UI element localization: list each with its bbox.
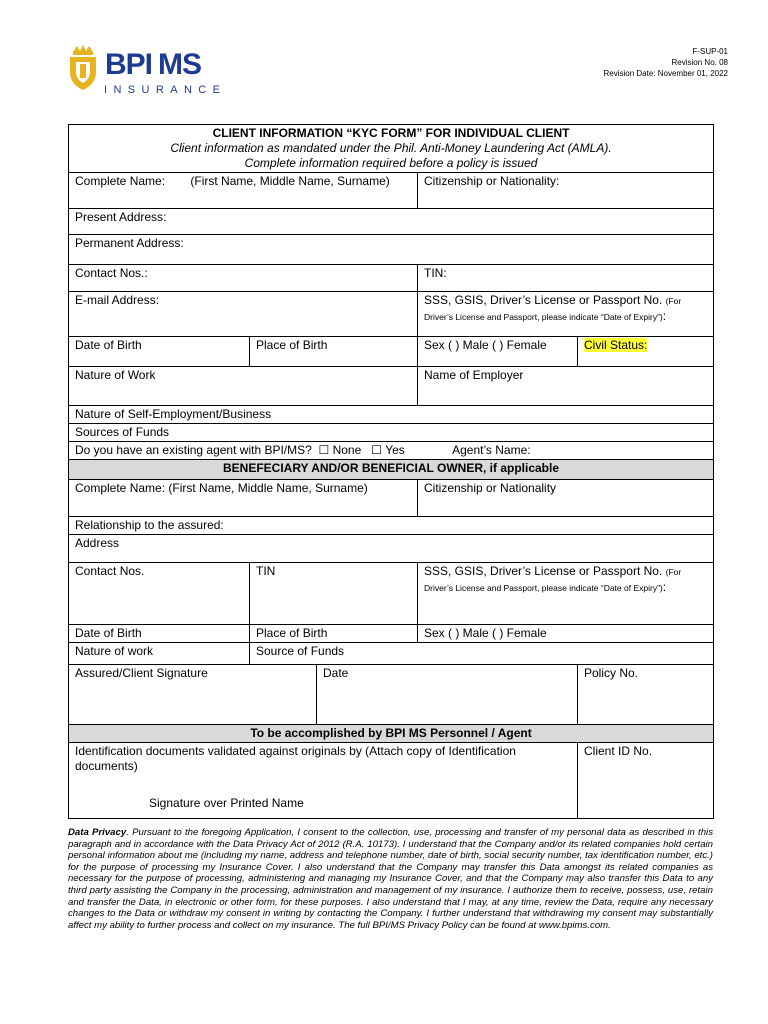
tin-label: TIN: (424, 266, 447, 280)
beneficiary-section-header: BENEFECIARY AND/OR BENEFICIAL OWNER, if applicable (69, 460, 714, 480)
assured-signature-field[interactable] (69, 665, 317, 725)
document-meta (603, 46, 728, 79)
brand-subtitle: INSURANCE (104, 84, 227, 96)
beneficiary-nature-of-work-field[interactable] (69, 643, 250, 665)
date-of-birth-label: Date of Birth (75, 338, 142, 352)
id-validation-field[interactable] (69, 743, 578, 819)
signature-printed-name-label: Signature over Printed Name (149, 796, 304, 810)
signature-date-field[interactable] (317, 665, 578, 725)
beneficiary-contact-label: Contact Nos. (75, 564, 145, 578)
existing-agent-question: Do you have an existing agent with BPI/MS? (75, 443, 312, 457)
beneficiary-pob-field[interactable] (250, 625, 418, 643)
signature-date-label: Date (323, 666, 349, 680)
client-id-field[interactable] (578, 743, 714, 819)
nature-of-work-label: Nature of Work (75, 368, 156, 382)
revision-date: Revision Date: November 01, 2022 (603, 69, 728, 78)
place-of-birth-field[interactable] (250, 337, 418, 367)
data-privacy-text: . Pursuant to the foregoing Application, I consent to the collection, use, processing and transfer of my personal data as described in this paragraph and in accordance with the Data Privacy Act of 2012 (R.A. 10173). I understand that the Company and/or its related companies hold certain personal information about me (including my name, address and telephone number, date of birth, social security number, tax identification number, etc.) for the purpose of processing my Insurance Cover. I also understand that the Company may transfer this Data amongst its related companies as necessary for the purpose of processing, administering and managing my Insurance Cover, and that the Company may also transfer this Data to any third party assisting the Company in the processing, administration and management of my insurance. I authorize them to receive, possess, use, retain and transfer the Data, in electronic or other form, for these purposes. I also understand that I may, at any time, review the Data, require any necessary changes to the Data or withdraw my consent in writing by contacting the Company. I further understand that withdrawing my consent may substantially affect my ability to further process and collect on my insurance. The full BPI/MS Privacy Policy can be found at www.bpims.com. (68, 827, 713, 931)
beneficiary-name-field[interactable] (69, 480, 418, 517)
citizenship-label: Citizenship or Nationality: (424, 174, 560, 188)
company-logo (66, 44, 236, 100)
present-address-field[interactable] (69, 209, 714, 235)
self-employment-label: Nature of Self-Employment/Business (75, 407, 272, 421)
brand-name: BPI MS (105, 48, 202, 81)
self-employment-field[interactable] (69, 406, 714, 424)
agent-yes-label: Yes (385, 443, 405, 457)
existing-agent-row (69, 442, 714, 460)
beneficiary-dob-field[interactable] (69, 625, 250, 643)
civil-status-field[interactable] (578, 337, 714, 367)
sources-of-funds-field[interactable] (69, 424, 714, 442)
agent-name-label: Agent’s Name: (452, 443, 531, 457)
client-id-label: Client ID No. (584, 744, 653, 758)
beneficiary-citizenship-field[interactable] (418, 480, 714, 517)
sex-field[interactable] (418, 337, 578, 367)
beneficiary-source-of-funds-field[interactable] (250, 643, 714, 665)
beneficiary-tin-label: TIN (256, 564, 276, 578)
beneficiary-address-label: Address (75, 536, 120, 550)
contact-nos-label: Contact Nos.: (75, 266, 148, 280)
permanent-address-label: Permanent Address: (75, 236, 184, 250)
email-field[interactable] (69, 292, 418, 337)
complete-name-label: Complete Name: (75, 174, 166, 188)
complete-name-hint: (First Name, Middle Name, Surname) (190, 174, 390, 188)
assured-signature-label: Assured/Client Signature (75, 666, 208, 680)
beneficiary-dob-label: Date of Birth (75, 626, 142, 640)
beneficiary-pob-label: Place of Birth (256, 626, 328, 640)
form-subtitle-required: Complete information required before a policy is issued (244, 156, 538, 170)
sources-of-funds-label: Sources of Funds (75, 425, 170, 439)
complete-name-field[interactable] (69, 173, 418, 209)
personnel-section-header: To be accomplished by BPI MS Personnel / Agent (69, 725, 714, 743)
beneficiary-citizenship-label: Citizenship or Nationality (424, 481, 557, 495)
date-of-birth-field[interactable] (69, 337, 250, 367)
beneficiary-source-of-funds-label: Source of Funds (256, 644, 345, 658)
form-title: CLIENT INFORMATION “KYC FORM” FOR INDIVIDUAL CLIENT (212, 126, 570, 140)
civil-status-label: Civil Status: (584, 338, 648, 352)
kyc-form-table (68, 124, 714, 819)
sex-label: Sex ( ) Male ( ) Female (424, 338, 547, 352)
beneficiary-id-label-line: SSS, GSIS, Driver’s License or Passport No. (For (424, 564, 682, 578)
nature-of-work-field[interactable] (69, 367, 418, 406)
id-number-label-line: SSS, GSIS, Driver’s License or Passport No. (For (424, 293, 682, 307)
policy-number-field[interactable] (578, 665, 714, 725)
beneficiary-tin-field[interactable] (250, 563, 418, 625)
agent-yes-checkbox[interactable]: ☐ (364, 443, 383, 457)
relationship-label: Relationship to the assured: (75, 518, 224, 532)
employer-label: Name of Employer (424, 368, 524, 382)
form-header-cell (69, 125, 714, 173)
place-of-birth-label: Place of Birth (256, 338, 328, 352)
beneficiary-sex-label: Sex ( ) Male ( ) Female (424, 626, 547, 640)
beneficiary-name-label: Complete Name: (First Name, Middle Name, Surname) (75, 481, 368, 495)
id-number-note-line: Driver’s License and Passport, please indicate “Date of Expiry”): (424, 309, 667, 323)
data-privacy-label: Data Privacy (68, 827, 127, 838)
data-privacy-statement (68, 827, 713, 931)
tin-field[interactable] (418, 265, 714, 292)
citizenship-field[interactable] (418, 173, 714, 209)
beneficiary-nature-of-work-label: Nature of work (75, 644, 154, 658)
beneficiary-id-note-line: Driver’s License and Passport, please indicate “Date of Expiry”): (424, 580, 667, 594)
relationship-field[interactable] (69, 517, 714, 535)
form-code: F-SUP-01 (692, 47, 728, 56)
agent-none-checkbox[interactable]: ☐ (315, 443, 330, 457)
form-subtitle-amla: Client information as mandated under the Phil. Anti-Money Laundering Act (AMLA). (170, 141, 612, 155)
beneficiary-address-field[interactable] (69, 535, 714, 563)
beneficiary-sex-field[interactable] (418, 625, 714, 643)
beneficiary-id-number-field[interactable] (418, 563, 714, 625)
id-number-field[interactable] (418, 292, 714, 337)
policy-number-label: Policy No. (584, 666, 639, 680)
contact-nos-field[interactable] (69, 265, 418, 292)
employer-field[interactable] (418, 367, 714, 406)
beneficiary-contact-field[interactable] (69, 563, 250, 625)
permanent-address-field[interactable] (69, 235, 714, 265)
revision-number: Revision No. 08 (671, 58, 728, 67)
crown-shield-icon (66, 44, 100, 92)
present-address-label: Present Address: (75, 210, 167, 224)
email-label: E-mail Address: (75, 293, 160, 307)
agent-none-label: None (332, 443, 362, 457)
id-validation-label: Identification documents validated against originals by (Attach copy of Identification documents) (75, 744, 516, 773)
